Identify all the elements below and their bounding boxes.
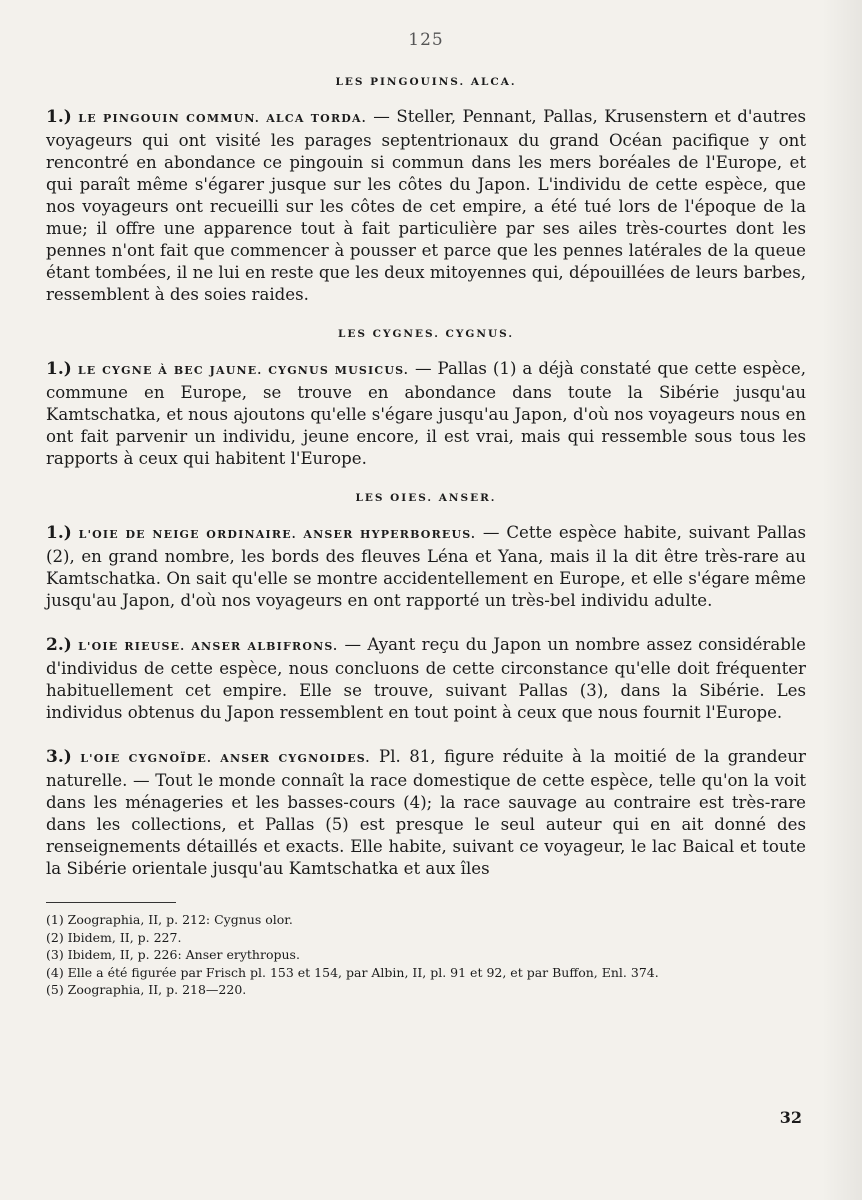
section-heading-pingouins: LES PINGOUINS. ALCA. — [335, 76, 517, 88]
document-page — [46, 20, 806, 999]
footnote-divider — [46, 902, 176, 903]
section-heading-oies: LES OIES. ANSER. — [355, 492, 497, 504]
entry-number: 3.) — [46, 747, 72, 767]
footnote-2: (2) Ibidem, II, p. 227. — [46, 929, 182, 945]
footnote-1: (1) Zoographia, II, p. 212: Cygnus olor. — [46, 912, 293, 927]
entry-oie-cygnoide — [46, 746, 806, 880]
entry-number: 2.) — [46, 635, 72, 655]
footnote-4: (4) Elle a été figurée par Frisch pl. 153 et 154, par Albin, II, pl. 91 et 92, et par Buffon, Enl. 374. — [46, 964, 659, 980]
section-heading-cygnes: LES CYGNES. CYGNUS. — [337, 328, 514, 340]
page-number-top: 125 — [408, 30, 444, 50]
entry-text: Pl. 81, figure réduite à la moitié de la grandeur naturelle. — Tout le monde connaît la race domestique de cette espèce, telle qu'on la voit dans les ménageries et les basses-cours (4); la race sauvage au contraire est très-rare dans les collections, et Pallas (5) est presque le seul auteur qui en ait donné des renseignements détaillés et exacts. Elle habite, suivant ce voyageur, le lac Baical et toute la Sibérie orientale jusqu'au Kamtschatka et aux îles — [46, 747, 806, 878]
entry-text: — Steller, Pennant, Pallas, Krusenstern et d'autres voyageurs qui ont visité les parages septentrionaux du grand Océan pacifique y ont rencontré en abondance ce pingouin si commun dans les mers boréales de l'Europe, et qui paraît même s'égarer jusque sur les côtes du Japon. L'individu de cette espèce, que nos voyageurs ont recueilli sur les côtes de cet empire, a été tué lors de l'époque de la mue; il offre une apparence tout à fait particulière par ses ailes très-courtes dont les pennes n'ont fait que commencer à pousser et parce que les pennes latérales de la queue étant tombées, il ne lui en reste que les deux mitoyennes qui, dépouillées de leurs barbes, ressemblent à des soies raides. — [46, 107, 806, 304]
entry-cygne-bec-jaune — [46, 358, 806, 470]
entry-number: 1.) — [46, 523, 72, 543]
entry-text: — Cette espèce habite, suivant Pallas (2), en grand nombre, les bords des fleuves Léna et Yana, mais il la dit être très-rare au Kamtschatka. On sait qu'elle se montre accidentellement en Europe, et elle s'égare même jusqu'au Japon, d'où nos voyageurs en ont rapporté un très-bel individu adulte. — [46, 523, 806, 610]
entry-oie-rieuse — [46, 634, 806, 724]
entry-oie-neige — [46, 522, 806, 612]
entry-number: 1.) — [46, 359, 72, 379]
entry-label: L'OIE CYGNOÏDE. ANSER CYGNOIDES. — [80, 752, 371, 765]
entry-label: L'OIE RIEUSE. ANSER ALBIFRONS. — [78, 640, 339, 653]
entry-label: LE PINGOUIN COMMUN. ALCA TORDA. — [78, 112, 367, 125]
footnote-5: (5) Zoographia, II, p. 218—220. — [46, 982, 247, 997]
page-number-bottom: 32 — [779, 1108, 802, 1127]
entry-text: — Pallas (1) a déjà constaté que cette espèce, commune en Europe, se trouve en abondance dans toute la Sibérie jusqu'au Kamtschatka, et nous ajoutons qu'elle s'égare jusqu'au Japon, d'où nos voyageurs nous en ont fait parvenir un individu, jeune encore, il est vrai, mais qui ressemble sous tous les rapports à ceux qui habitent l'Europe. — [46, 359, 806, 468]
entry-number: 1.) — [46, 107, 72, 127]
entry-text: — Ayant reçu du Japon un nombre assez considérable d'individus de cette espèce, nous concluons de cette circonstance qu'elle doit fréquenter habituellement cet empire. Elle se trouve, suivant Pallas (3), dans la Sibérie. Les individus obtenus du Japon ressemblent en tout point à ceux que nous fournit l'Europe. — [46, 635, 806, 722]
entry-label: L'OIE DE NEIGE ORDINAIRE. ANSER HYPERBOREUS. — [78, 528, 477, 541]
entry-pingouin-commun — [46, 106, 806, 306]
footnote-3: (3) Ibidem, II, p. 226: Anser erythropus. — [46, 947, 300, 962]
page-edge-shadow — [822, 0, 862, 1200]
entry-label: LE CYGNE À BEC JAUNE. CYGNUS MUSICUS. — [77, 364, 409, 377]
